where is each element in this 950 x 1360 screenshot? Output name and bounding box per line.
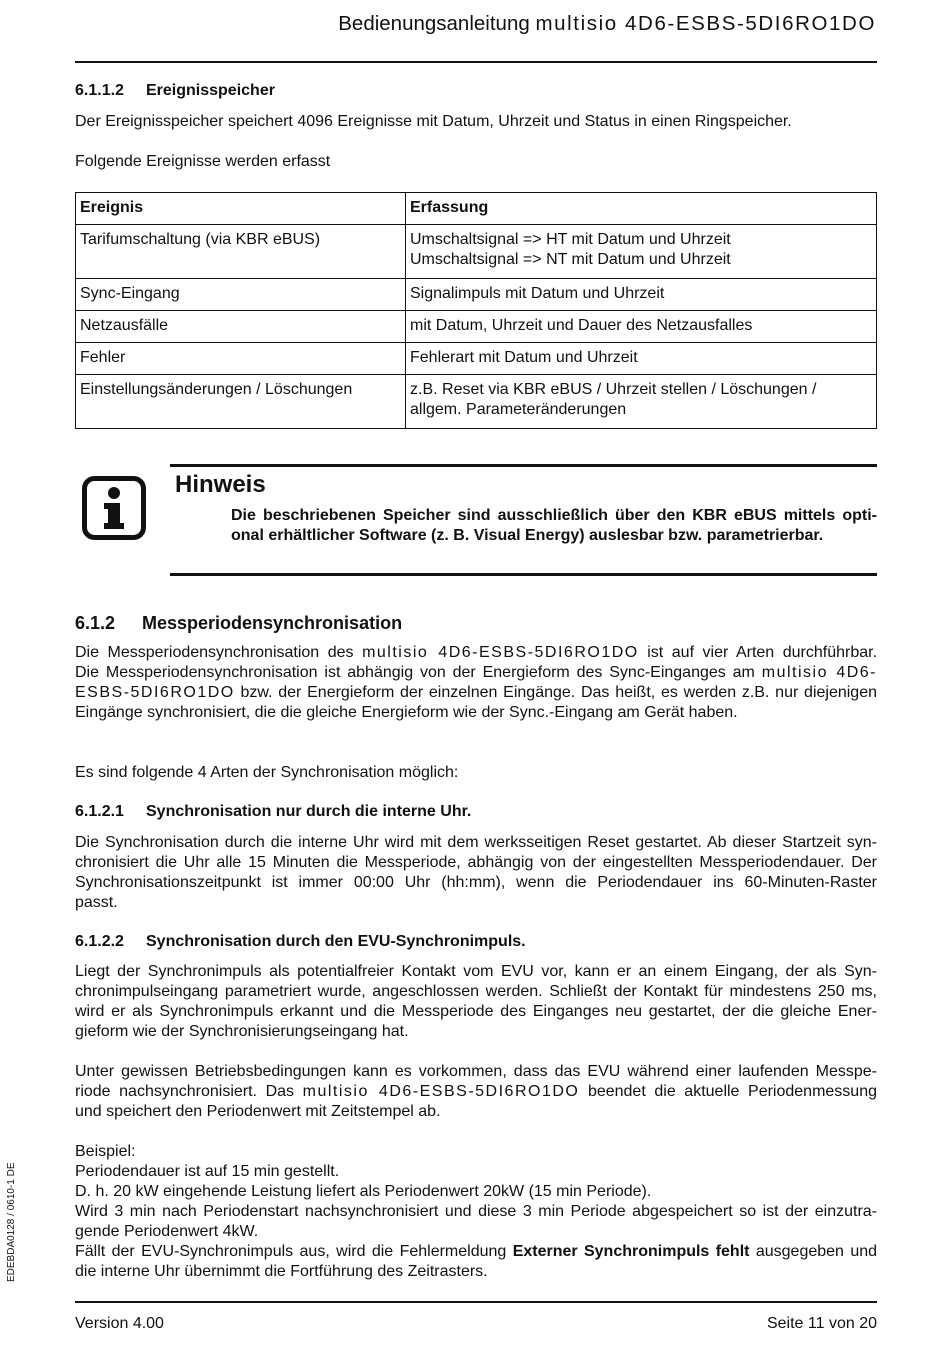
paragraph-beispiel <box>75 1142 877 1282</box>
table-cell-capture <box>406 225 877 279</box>
section-title: Synchronisation durch den EVU-Synchronimpuls. <box>146 933 526 950</box>
text-segment: Fällt der EVU-Synchronimpuls aus, wird die Fehlermeldung <box>75 1243 513 1260</box>
paragraph-ereignisspeicher-intro: Der Ereignisspeicher speichert 4096 Ereignisse mit Datum, Uhrzeit und Status in einen Ringspeicher. <box>75 113 792 130</box>
hinweis-top-rule <box>170 464 877 467</box>
text-line: die interne Uhr übernimmt die Fortführung des Zeitrasters. <box>75 1263 488 1280</box>
text-line <box>75 1242 877 1262</box>
paragraph-messperiodensynchronisation <box>75 643 877 723</box>
table-cell-event: Netzausfälle <box>76 311 406 343</box>
table-row <box>76 225 877 279</box>
section-number: 6.1.2.1 <box>75 803 124 820</box>
text-segment: ist auf vier Arten durchführbar. <box>638 644 878 661</box>
text-line: Unter gewissen Betriebsbedingungen kann es vorkommen, dass das EVU während einer laufenden Messpe- <box>75 1063 877 1080</box>
text-line: gieform wie der Synchronisierungseingang hat. <box>75 1023 409 1040</box>
section-heading-6-1-2-2 <box>75 933 526 951</box>
text-segment: beendet die aktuelle Periodenmessung <box>579 1083 877 1100</box>
text-segment: ausgegeben und <box>749 1243 878 1260</box>
events-table <box>75 192 877 429</box>
header-product-name: multisio 4D6-ESBS-5DI6RO1DO <box>535 12 876 35</box>
hinweis-text <box>231 506 877 546</box>
capture-line: Umschaltsignal => NT mit Datum und Uhrzeit <box>410 251 731 268</box>
capture-line: Umschaltsignal => HT mit Datum und Uhrzeit <box>410 231 731 248</box>
table-row <box>76 343 877 375</box>
table-cell-capture: mit Datum, Uhrzeit und Dauer des Netzausfalles <box>406 311 877 343</box>
table-header-row <box>76 193 877 225</box>
section-heading-6-1-2 <box>75 613 402 634</box>
table-cell-capture: Fehlerart mit Datum und Uhrzeit <box>406 343 877 375</box>
section-number: 6.1.2 <box>75 613 116 633</box>
hinweis-text-line: Die beschriebenen Speicher sind ausschließlich über den KBR eBUS mittels opti- <box>231 507 877 524</box>
text-line: chronimpulseingang parametriert wurde, angeschlossen werden. Schließt der Kontakt für mindestens 250 ms, <box>75 983 877 1000</box>
text-line: Eingänge synchronisiert, die die gleiche Energieform wie der Sync.-Eingang am Gerät haben. <box>75 704 738 721</box>
text-line: Beispiel: <box>75 1143 136 1160</box>
table-cell-event: Tarifumschaltung (via KBR eBUS) <box>76 225 406 279</box>
table-cell-capture <box>406 375 877 429</box>
capture-line: z.B. Reset via KBR eBUS / Uhrzeit stellen / Löschungen / <box>410 381 817 398</box>
text-line: Liegt der Synchronimpuls als potentialfreier Kontakt vom EVU vor, kann er an einem Eingang, der als Syn- <box>75 963 877 980</box>
section-title: Messperiodensynchronisation <box>142 613 403 633</box>
text-line <box>75 683 877 703</box>
paragraph-interne-uhr <box>75 833 877 913</box>
section-title: Synchronisation nur durch die interne Uhr. <box>146 803 472 820</box>
document-id-label: EDEBDA0128 / 0610-1 DE <box>6 1162 17 1282</box>
paragraph-events-list-intro: Folgende Ereignisse werden erfasst <box>75 153 331 170</box>
error-message-name: Externer Synchronimpuls fehlt <box>512 1243 750 1260</box>
paragraph-synchronisation-arten: Es sind folgende 4 Arten der Synchronisation möglich: <box>75 764 459 781</box>
header-title-text: Bedienungsanleitung <box>338 12 536 35</box>
text-line: Periodendauer ist auf 15 min gestellt. <box>75 1163 340 1180</box>
hinweis-title: Hinweis <box>175 471 266 498</box>
footer-page-number: Seite 11 von 20 <box>766 1315 877 1332</box>
header-rule <box>75 61 877 63</box>
hinweis-bottom-rule <box>170 573 877 576</box>
table-cell-capture: Signalimpuls mit Datum und Uhrzeit <box>406 279 877 311</box>
hinweis-text-line: onal erhältlicher Software (z. B. Visual Energy) auslesbar bzw. parametrierbar. <box>231 527 824 544</box>
product-name: multisio 4D6- <box>761 664 878 681</box>
text-line: D. h. 20 kW eingehende Leistung liefert als Periodenwert 20kW (15 min Periode). <box>75 1183 652 1200</box>
table-cell-event: Einstellungsänderungen / Löschungen <box>76 375 406 429</box>
page-header-title <box>338 12 876 36</box>
section-number: 6.1.1.2 <box>75 82 124 99</box>
text-line <box>75 643 877 663</box>
text-line <box>75 663 877 683</box>
capture-line: allgem. Parameteränderungen <box>410 401 627 418</box>
section-number: 6.1.2.2 <box>75 933 124 950</box>
text-segment: bzw. der Energieform der einzelnen Eingänge. Das heißt, es werden z.B. nur diejenigen <box>234 684 877 701</box>
paragraph-nachsynchronisation <box>75 1062 877 1122</box>
product-name: multisio 4D6-ESBS-5DI6RO1DO <box>362 644 639 661</box>
table-row <box>76 375 877 429</box>
text-line <box>75 1082 877 1102</box>
text-line: chronisiert die Uhr alle 15 Minuten die Messperiode, abhängig von der eingestellten Messperiodendauer. Der <box>75 854 877 871</box>
table-row <box>76 311 877 343</box>
text-line: Die Synchronisation durch die interne Uhr wird mit dem werksseitigen Reset gestartet. Ab dieser Startzeit syn- <box>75 834 877 851</box>
text-line: gende Periodenwert 4kW. <box>75 1223 259 1240</box>
text-line: Synchronisationszeitpunkt ist immer 00:00 Uhr (hh:mm), wenn die Periodendauer ins 60-Minuten-Raster <box>75 874 877 891</box>
product-name: multisio 4D6-ESBS-5DI6RO1DO <box>302 1083 580 1100</box>
section-heading-6-1-1-2 <box>75 82 275 100</box>
text-line: passt. <box>75 894 118 911</box>
footer-version: Version 4.00 <box>75 1315 164 1332</box>
table-header-erfassung: Erfassung <box>406 193 877 225</box>
text-segment: riode nachsynchronisiert. Das <box>75 1083 303 1100</box>
table-cell-event: Sync-Eingang <box>76 279 406 311</box>
info-icon <box>82 476 146 540</box>
table-row <box>76 279 877 311</box>
product-name: ESBS-5DI6RO1DO <box>75 684 235 701</box>
text-line: und speichert den Periodenwert mit Zeitstempel ab. <box>75 1103 441 1120</box>
text-segment: Die Messperiodensynchronisation ist abhängig von der Energieform des Sync-Einganges am <box>75 664 762 681</box>
table-cell-event: Fehler <box>76 343 406 375</box>
text-line: wird er als Synchronimpuls erkannt und die Messperiode des Einganges neu gestartet, der die gleiche Ener- <box>75 1003 877 1020</box>
table-header-ereignis: Ereignis <box>76 193 406 225</box>
paragraph-evu-synchronimpuls <box>75 962 877 1042</box>
section-heading-6-1-2-1 <box>75 803 471 821</box>
text-segment: Die Messperiodensynchronisation des <box>75 644 363 661</box>
footer-rule <box>75 1301 877 1303</box>
section-title: Ereignisspeicher <box>146 82 275 99</box>
text-line: Wird 3 min nach Periodenstart nachsynchronisiert und diese 3 min Periode abgespeichert so ist der einzutra- <box>75 1203 877 1220</box>
